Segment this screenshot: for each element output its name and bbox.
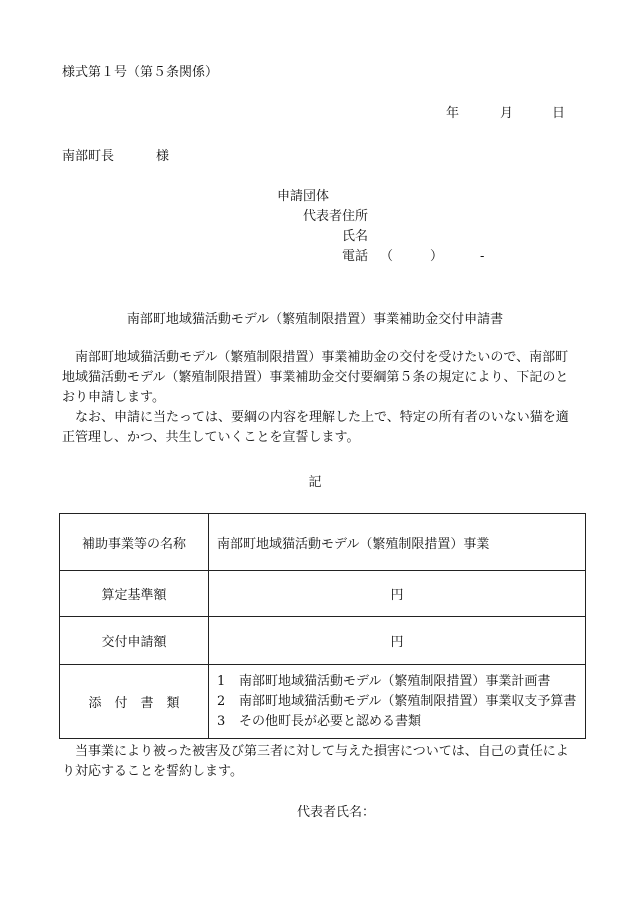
attachment-number: 3 xyxy=(217,713,226,729)
form-title: 南部町地域猫活動モデル（繁殖制限措置）事業補助金交付申請書 xyxy=(126,312,504,327)
attachment-text: その他町長が必要と認める書類 xyxy=(239,713,422,729)
body-paragraph-1: 南部町地域猫活動モデル（繁殖制限措置）事業補助金の交付を受けたいので、南部町地域猫活動モデル（繁殖制限措置）事業補助金交付要綱第５条の規定により、下記のとおり申請します。 xyxy=(62,350,569,405)
ki-heading: 記 xyxy=(308,475,322,490)
attachment-number: 2 xyxy=(217,693,226,709)
base-amount-unit: 円 xyxy=(209,571,586,617)
representative-name-label: 代表者氏名： xyxy=(297,805,376,820)
pledge-text: 当事業により被った被害及び第三者に対して与えた損害については、自己の責任により対応することを誓約します。 xyxy=(62,744,569,779)
project-name-label: 補助事業等の名称 xyxy=(60,514,209,571)
date-month-label: 月 xyxy=(500,106,514,121)
pledge-block xyxy=(62,742,572,782)
table-row xyxy=(60,617,586,665)
form-number: 様式第１号（第５条関係） xyxy=(62,65,219,80)
applicant-address-label: 代表者住所 xyxy=(303,209,369,224)
applicant-group-label: 申請団体 xyxy=(277,189,330,204)
attachments-list xyxy=(209,665,586,739)
attachment-item xyxy=(217,692,585,712)
project-name-value: 南部町地域猫活動モデル（繁殖制限措置）事業 xyxy=(209,514,586,571)
body-paragraph-2: なお、申請に当たっては、要綱の内容を理解した上で、特定の所有者のいない猫を適正管理し、かつ、共生していくことを宣誓します。 xyxy=(62,410,569,445)
application-table xyxy=(59,513,586,739)
phone-open-paren: （ xyxy=(380,249,394,264)
addressee-name: 南部町長 xyxy=(62,149,115,164)
requested-amount-label: 交付申請額 xyxy=(60,617,209,665)
attachment-number: 1 xyxy=(217,673,226,689)
applicant-name-label: 氏名 xyxy=(342,229,369,244)
date-day-label: 日 xyxy=(552,106,566,121)
table-row xyxy=(60,514,586,571)
applicant-phone-label: 電話 xyxy=(342,249,369,264)
attachment-item xyxy=(217,712,585,732)
attachment-text: 南部町地域猫活動モデル（繁殖制限措置）事業収支予算書 xyxy=(239,693,577,709)
phone-dash: - xyxy=(480,249,485,264)
phone-close-paren: ） xyxy=(430,249,444,264)
attachment-text: 南部町地域猫活動モデル（繁殖制限措置）事業計画書 xyxy=(239,673,551,689)
addressee-honorific: 様 xyxy=(156,149,170,164)
body-text xyxy=(62,348,572,448)
attachments-label: 添 付 書 類 xyxy=(60,665,209,739)
requested-amount-unit: 円 xyxy=(209,617,586,665)
base-amount-label: 算定基準額 xyxy=(60,571,209,617)
table-row xyxy=(60,571,586,617)
date-year-label: 年 xyxy=(446,106,460,121)
attachment-item xyxy=(217,672,585,692)
table-row xyxy=(60,665,586,739)
